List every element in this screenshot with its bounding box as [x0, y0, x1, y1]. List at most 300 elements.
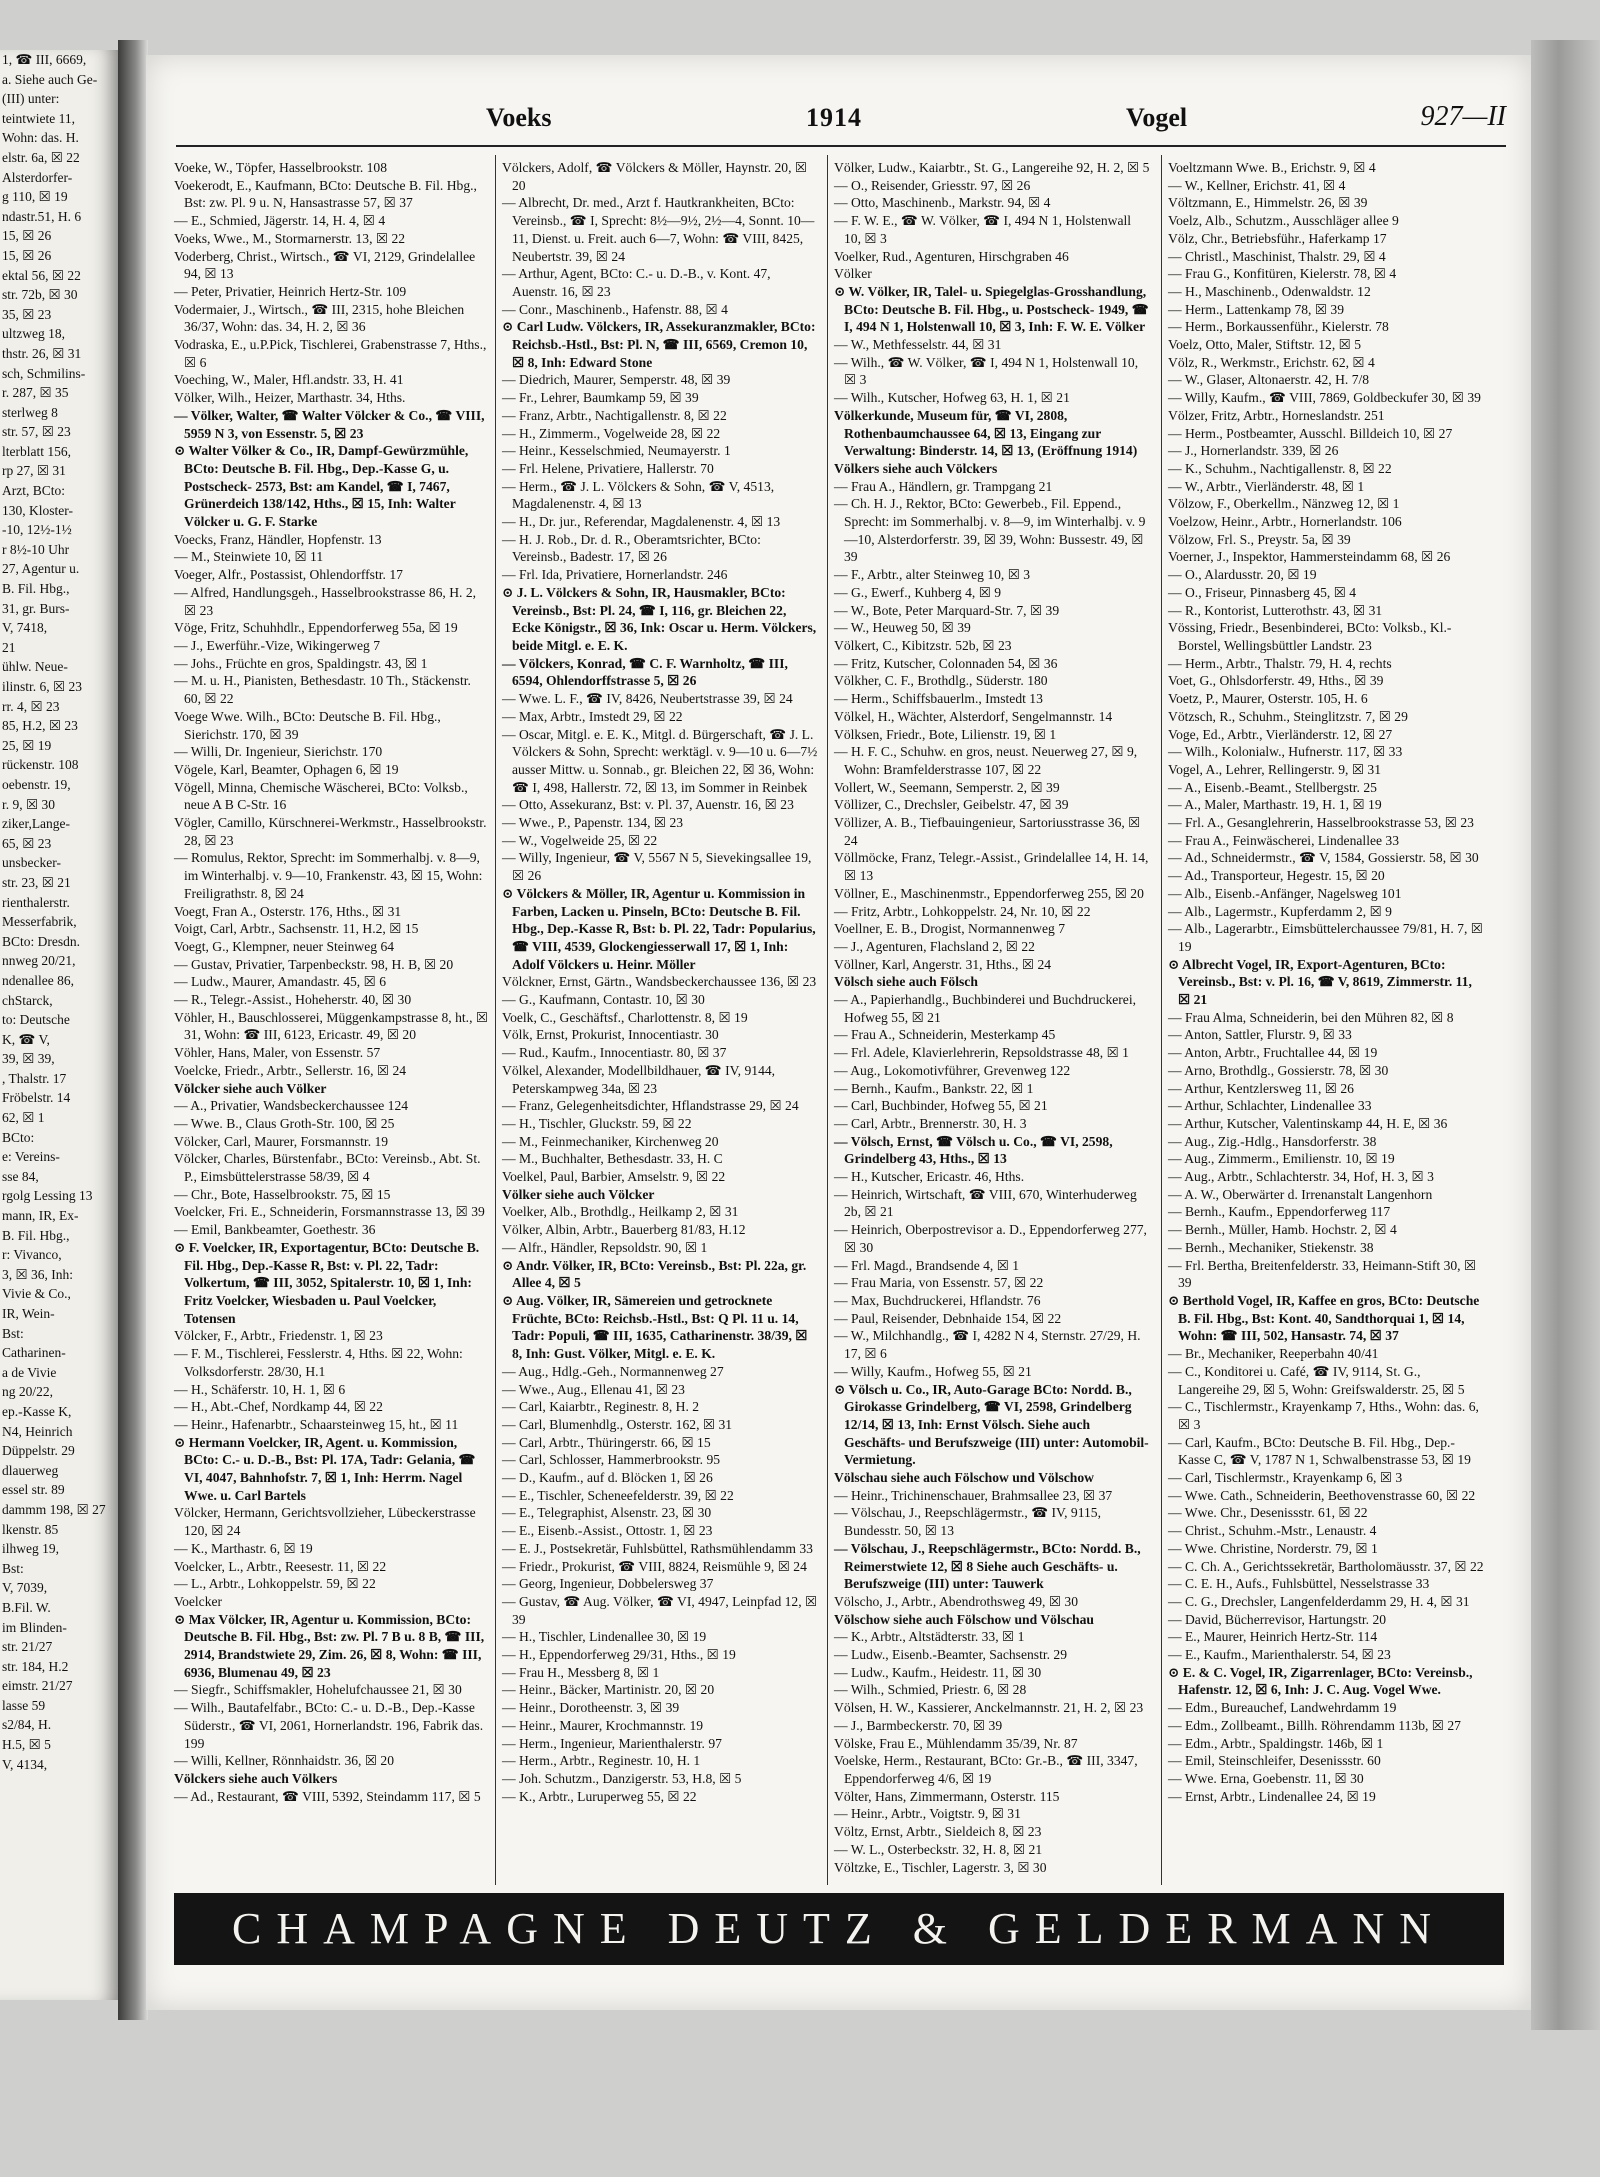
directory-entry: Völlizer, C., Drechsler, Geibelstr. 47, ☒ 39: [834, 797, 1069, 813]
facing-page-line: 3, ☒ 36, Inh:: [2, 1266, 73, 1282]
directory-entry: Vollert, W., Seemann, Semperstr. 2, ☒ 39: [834, 779, 1060, 795]
directory-entry: Völcker, F., Arbtr., Friedenstr. 1, ☒ 23: [174, 1328, 383, 1344]
facing-page-line: lkenstr. 85: [2, 1521, 59, 1537]
directory-entry: — Herm., Arbtr., Reginestr. 10, H. 1: [502, 1753, 701, 1769]
header-last-entry: Vogel: [1126, 103, 1188, 132]
directory-entry: — Willi, Kellner, Rönnhaidstr. 36, ☒ 20: [174, 1753, 395, 1769]
facing-page-line: ziker,Lange-: [2, 816, 71, 832]
directory-entry: — Aug., Lokomotivführer, Grevenweg 122: [834, 1062, 1071, 1078]
directory-entry: — Franz, Gelegenheitsdichter, Hflandstrasse 29, ☒ 24: [502, 1098, 799, 1114]
directory-entry: — Heinrich, Oberpostrevisor a. D., Eppendorferweg 277, ☒ 30: [834, 1222, 1151, 1255]
directory-entry: — G., Ewerf., Kuhberg 4, ☒ 9: [834, 584, 1002, 600]
directory-entry: — Heinr., Arbtr., Voigtstr. 9, ☒ 31: [834, 1806, 1021, 1822]
directory-entry: — Willy, Ingenieur, ☎ V, 5567 N 5, Sievekingsallee 19, ☒ 26: [502, 850, 815, 884]
directory-entry: — Alb., Lagerarbtr., Eimsbüttelerchaussee 79/81, H. 7, ☒ 19: [1168, 921, 1487, 954]
directory-entry: — Wwe. Cath., Schneiderin, Beethovenstrasse 60, ☒ 22: [1168, 1487, 1476, 1503]
directory-entry: — Max, Buchdruckerei, Hflandstr. 76: [834, 1293, 1041, 1308]
directory-entry: Völlmöcke, Franz, Telegr.-Assist., Grindelallee 14, H. 14, ☒ 13: [834, 850, 1152, 884]
facing-page-line: ühlw. Neue-: [2, 659, 68, 675]
directory-entry: Völtz, Ernst, Arbtr., Sieldeich 8, ☒ 23: [834, 1824, 1042, 1840]
facing-page-line: mann, IR, Ex-: [2, 1208, 79, 1224]
directory-entry: — Alb., Lagermstr., Kupferdamm 2, ☒ 9: [1168, 903, 1392, 919]
directory-entry: Völkher, C. F., Brothdlg., Süderstr. 180: [834, 673, 1048, 689]
facing-page-line: H.5, ☒ 5: [2, 1737, 51, 1753]
facing-page-line: V, 4134,: [2, 1756, 48, 1772]
directory-entry: — Christ., Schuhm.-Mstr., Lenaustr. 4: [1168, 1523, 1377, 1539]
directory-entry: Voellner, E. B., Drogist, Normannenweg 7: [834, 921, 1066, 937]
directory-entry: — Edm., Bureauchef, Landwehrdamm 19: [1168, 1700, 1397, 1716]
directory-entry: — Frl. Magd., Brandsende 4, ☒ 1: [834, 1257, 1020, 1273]
directory-entry: — Anton, Arbtr., Fruchtallee 44, ☒ 19: [1168, 1045, 1378, 1061]
directory-entry: — O., Friseur, Pinnasberg 45, ☒ 4: [1168, 584, 1357, 600]
directory-entry: — Wwe. B., Claus Groth-Str. 100, ☒ 25: [174, 1115, 395, 1131]
directory-entry: Voegt, G., Klempner, neuer Steinweg 64: [174, 938, 395, 954]
directory-entry: Voelcke, Friedr., Arbtr., Sellerstr. 16, ☒ 24: [174, 1062, 407, 1078]
directory-entry: — M., Buchhalter, Bethesdastr. 33, H. C: [502, 1151, 723, 1167]
directory-entry: — R., Telegr.-Assist., Hoheherstr. 40, ☒ 30: [174, 992, 412, 1008]
directory-entry: — Heinr., Kesselschmied, Neumayerstr. 1: [502, 443, 731, 459]
directory-entry: Völschow siehe auch Fölschow und Völschau: [834, 1611, 1094, 1627]
directory-entry: — Wilh., Bautafelfabr., BCto: C.- u. D.-B., Dep.-Kasse Süderstr., ☎ VI, 2061, Hornerlandstr. 196, Fabrik das. 199: [174, 1700, 487, 1751]
facing-page-line: Vivie & Co.,: [2, 1286, 71, 1302]
directory-entry: — Carl, Blumenhdlg., Osterstr. 162, ☒ 31: [502, 1416, 733, 1432]
facing-page-line: V, 7418,: [2, 620, 48, 636]
directory-entry: — H. F. C., Schuhw. en gros, neust. Neuerweg 27, ☒ 9, Wohn: Bramfelderstrasse 107, ☒ 22: [834, 744, 1141, 777]
directory-entry: — Willy, Kaufm., ☎ VIII, 7869, Goldbeckufer 30, ☒ 39: [1168, 390, 1481, 406]
directory-entry: — Frau G., Konfitüren, Kielerstr. 78, ☒ 4: [1168, 266, 1397, 282]
directory-entry: — Br., Mechaniker, Reeperbahn 40/41: [1168, 1346, 1379, 1362]
directory-entry: — Wilh., Kolonialw., Hufnerstr. 117, ☒ 33: [1168, 744, 1403, 760]
directory-entry: Völscho, J., Arbtr., Abendrothsweg 49, ☒ 30: [834, 1593, 1079, 1609]
directory-entry: — Frl. Helene, Privatiere, Hallerstr. 70: [502, 460, 714, 476]
facing-page-line: unsbecker-: [2, 855, 61, 871]
directory-entry: — Frl. Adele, Klavierlehrerin, Repsoldstrasse 48, ☒ 1: [834, 1045, 1129, 1061]
facing-page-line: str. 72b, ☒ 30: [2, 287, 78, 303]
facing-page-line: ektal 56, ☒ 22: [2, 267, 81, 283]
directory-entry: Vögler, Camillo, Kürschnerei-Werkmstr., Hasselbrookstr. 28, ☒ 23: [174, 815, 490, 848]
directory-entry: — Arthur, Kentzlersweg 11, ☒ 26: [1168, 1080, 1354, 1096]
directory-entry: — H., Abt.-Chef, Nordkamp 44, ☒ 22: [174, 1399, 383, 1415]
directory-entry: — Ch. H. J., Rektor, BCto: Gewerbeb., Fil. Eppend., Sprecht: im Sommerhalbj. v. 8—9, im Winterhalbj. v. 9—10, Alsterdorferstr. 39, ☒ 39, Wohn: Bussestr. 49, ☒ 39: [834, 496, 1147, 565]
facing-page-line: 130, Kloster-: [2, 502, 73, 518]
directory-entry: — W., Kellner, Erichstr. 41, ☒ 4: [1168, 177, 1346, 193]
directory-entry: Vögele, Karl, Beamter, Ophagen 6, ☒ 19: [174, 761, 399, 777]
directory-entry: — Rud., Kaufm., Innocentiastr. 80, ☒ 37: [502, 1045, 727, 1061]
directory-entry: — A., Papierhandlg., Buchbinderei und Buchdruckerei, Hofweg 55, ☒ 21: [834, 992, 1140, 1025]
directory-entry: — R., Kontorist, Lutterothstr. 43, ☒ 31: [1168, 602, 1383, 618]
directory-entry: — Oscar, Mitgl. e. E. K., Mitgl. d. Bürgerschaft, ☎ J. L. Völckers & Sohn, Sprecht: werktägl. v. 9—10 u. 6—7½ ausser Mittw. u. Sonnab., gr. Bleichen 22, ☒ 36, Wohn: ☎ I, 498, Hallerstr. 72, ☒ 13, im Sommer in Reinbek: [502, 726, 821, 795]
directory-column-2: [502, 159, 821, 1884]
directory-entry: — O., Alardusstr. 20, ☒ 19: [1168, 567, 1317, 583]
directory-entry: — Frau Alma, Schneiderin, bei den Mühren 82, ☒ 8: [1168, 1009, 1454, 1025]
facing-page-line: , Thalstr. 17: [2, 1070, 67, 1086]
directory-entry: — K., Schuhm., Nachtigallenstr. 8, ☒ 22: [1168, 460, 1392, 476]
directory-entry: — Wwe. Christine, Norderstr. 79, ☒ 1: [1168, 1540, 1378, 1556]
facing-page-line: dammm 198, ☒ 27: [2, 1501, 106, 1517]
directory-entry: — C., Konditorei u. Café, ☎ IV, 9114, St. G., Langereihe 29, ☒ 5, Wohn: Greifswalderstr. 25, ☒ 5: [1168, 1363, 1465, 1397]
directory-entry: — Frl. Ida, Privatiere, Hornerlandstr. 246: [502, 567, 728, 583]
directory-entry: Vogel, A., Lehrer, Rellingerstr. 9, ☒ 31: [1168, 761, 1381, 777]
directory-entry: — Frl. A., Gesanglehrerin, Hasselbrookstrasse 53, ☒ 23: [1168, 815, 1474, 831]
directory-entry: — Carl, Schlosser, Hammerbrookstr. 95: [502, 1452, 721, 1468]
directory-entry: — E., Eisenb.-Assist., Ottostr. 1, ☒ 23: [502, 1523, 713, 1539]
directory-entry: Völtzmann, E., Himmelstr. 26, ☒ 39: [1168, 195, 1368, 211]
directory-entry: — H., Zimmerm., Vogelweide 28, ☒ 22: [502, 425, 721, 441]
directory-entry: Völckers siehe auch Völkers: [174, 1770, 338, 1786]
directory-entry: Vögell, Minna, Chemische Wäscherei, BCto: Volksb., neue A B C-Str. 16: [174, 779, 472, 813]
directory-entry: Völk, Ernst, Prokurist, Innocentiastr. 30: [502, 1027, 719, 1043]
directory-entry: — Herm., Postbeamter, Ausschl. Billdeich 10, ☒ 27: [1168, 425, 1453, 441]
directory-entry: ⊙ Carl Ludw. Völckers, IR, Assekuranzmakler, BCto: Reichsb.-Hstl., Bst: Pl. N, ☎ III, 6569, Cremon 10, ☒ 8, Inh: Edward Stone: [502, 319, 819, 370]
directory-entry: — Herm., Arbtr., Thalstr. 79, H. 4, rechts: [1168, 655, 1392, 671]
directory-entry: — W., Methfesselstr. 44, ☒ 31: [834, 337, 1002, 353]
directory-entry: — Carl, Tischlermstr., Krayenkamp 6, ☒ 3: [1168, 1470, 1403, 1486]
directory-entry: Vodraska, E., u.P.Pick, Tischlerei, Grabenstrasse 7, Hths., ☒ 6: [174, 337, 490, 370]
directory-entry: Völker: [834, 266, 872, 282]
facing-page-line: N4, Heinrich: [2, 1423, 73, 1439]
directory-entry: — Heinr., Trichinenschauer, Brahmsallee 23, ☒ 37: [834, 1487, 1113, 1503]
directory-entry: Voeching, W., Maler, Hfl.andstr. 33, H. 41: [174, 372, 404, 388]
directory-entry: Völtzke, E., Tischler, Lagerstr. 3, ☒ 30: [834, 1859, 1047, 1875]
directory-entry: — Alfr., Händler, Repsoldstr. 90, ☒ 1: [502, 1239, 708, 1255]
facing-page-line: r 8½-10 Uhr: [2, 541, 70, 557]
facing-page-line: -10, 12½-1½: [2, 522, 72, 538]
directory-entry: — G., Kaufmann, Contastr. 10, ☒ 30: [502, 992, 705, 1008]
directory-entry: — Ludw., Eisenb.-Beamter, Sachsenstr. 29: [834, 1647, 1068, 1663]
facing-page-line: elstr. 6a, ☒ 22: [2, 149, 80, 165]
directory-entry: Voeger, Alfr., Postassist, Ohlendorffstr. 17: [174, 567, 403, 583]
facing-page-line: s2/84, H.: [2, 1717, 52, 1733]
directory-entry: — E. J., Postsekretär, Fuhlsbüttel, Rathsmühlendamm 33: [502, 1540, 813, 1556]
facing-page-line: r. 9, ☒ 30: [2, 796, 55, 812]
directory-entry: ⊙ Andr. Völker, IR, BCto: Vereinsb., Bst: Pl. 22a, gr. Allee 4, ☒ 5: [502, 1257, 809, 1291]
directory-entry: — E., Maurer, Heinrich Hertz-Str. 114: [1168, 1629, 1378, 1645]
directory-entry: — Frl. Bertha, Breitenfelderstr. 33, Heimann-Stift 30, ☒ 39: [1168, 1257, 1480, 1291]
facing-page-line: Düppelstr. 29: [2, 1443, 75, 1459]
facing-page-line: 85, H.2, ☒ 23: [2, 718, 78, 734]
directory-entry: — Willy, Kaufm., Hofweg 55, ☒ 21: [834, 1363, 1032, 1379]
directory-entry: — K., Marthastr. 6, ☒ 19: [174, 1540, 313, 1556]
directory-entry: Völsch siehe auch Fölsch: [834, 974, 978, 990]
directory-entry: Vöge, Fritz, Schuhhdlr., Eppendorferweg 55a, ☒ 19: [174, 620, 458, 636]
directory-entry: Voelker, Alb., Brothdlg., Heilkamp 2, ☒ 31: [502, 1204, 739, 1220]
facing-page-line: sch, Schmilins-: [2, 365, 86, 381]
directory-entry: Völlner, Karl, Angerstr. 31, Hths., ☒ 24: [834, 956, 1052, 972]
directory-entry: — H., Kutscher, Ericastr. 46, Hths.: [834, 1169, 1025, 1185]
directory-entry: — Ludw., Maurer, Amandastr. 45, ☒ 6: [174, 974, 386, 990]
directory-entry: — Gustav, Privatier, Tarpenbeckstr. 98, H. B, ☒ 20: [174, 956, 454, 972]
directory-entry: — Aug., Hdlg.-Geh., Normannenweg 27: [502, 1363, 724, 1379]
facing-page-line: B. Fil. Hbg.,: [2, 1227, 70, 1243]
directory-entry: — L., Arbtr., Lohkoppelstr. 59, ☒ 22: [174, 1576, 376, 1592]
directory-entry: — Völker, Walter, ☎ Walter Völcker & Co., ☎ VIII, 5959 N 3, von Essenstr. 5, ☒ 23: [174, 407, 488, 441]
directory-entry: — Diedrich, Maurer, Semperstr. 48, ☒ 39: [502, 372, 731, 388]
facing-page-line: 25, ☒ 19: [2, 737, 52, 753]
directory-entry: Voecks, Franz, Händler, Hopfenstr. 13: [174, 531, 382, 547]
directory-entry: Voelz, Otto, Maler, Stiftstr. 12, ☒ 5: [1168, 337, 1362, 353]
directory-entry: Voelcker: [174, 1593, 223, 1609]
directory-entry: Völker, Wilh., Heizer, Marthastr. 34, Hths.: [174, 390, 406, 406]
directory-entry: — E., Schmied, Jägerstr. 14, H. 4, ☒ 4: [174, 213, 386, 229]
directory-entry: Völsen, H. W., Kassierer, Anckelmannstr. 21, H. 2, ☒ 23: [834, 1700, 1144, 1716]
directory-entry: — Fr., Lehrer, Baumkamp 59, ☒ 39: [502, 390, 699, 406]
directory-entry: — Paul, Reisender, Debnhaide 154, ☒ 22: [834, 1310, 1062, 1326]
directory-entry: — W., Vogelweide 25, ☒ 22: [502, 832, 658, 848]
directory-entry: — F. W. E., ☎ W. Völker, ☎ I, 494 N 1, Holstenwall 10, ☒ 3: [834, 213, 1135, 246]
header-year: 1914: [806, 103, 862, 132]
directory-entry: — J., Agenturen, Flachsland 2, ☒ 22: [834, 938, 1035, 954]
directory-entry: — Albrecht, Dr. med., Arzt f. Hautkrankheiten, BCto: Vereinsb., ☎ I, Sprecht: 8½—9½, 2½—4, Sonnt. 10—11, Dienst. u. Freit. auch 6—7, Wohn: ☎ VIII, 8425, Neubertstr. 39, ☒ 24: [502, 195, 815, 264]
directory-entry: Voelzow, Heinr., Arbtr., Hornerlandstr. 106: [1168, 514, 1402, 530]
facing-page-line: rienthalerstr.: [2, 894, 70, 910]
directory-entry: Voege Wwe. Wilh., BCto: Deutsche B. Fil. Hbg., Sierichstr. 170, ☒ 39: [174, 708, 445, 742]
directory-entry: — Carl, Arbtr., Brennerstr. 30, H. 3: [834, 1115, 1027, 1131]
facing-page-line: 65, ☒ 23: [2, 835, 52, 851]
directory-column-3: [834, 159, 1153, 1884]
facing-page-line: 1, ☎ III, 6669,: [2, 52, 87, 67]
directory-entry: Völzow, Frl. S., Preystr. 5a, ☒ 39: [1168, 531, 1351, 547]
facing-page-line: Catharinen-: [2, 1345, 66, 1361]
directory-entry: — Ernst, Arbtr., Lindenallee 24, ☒ 19: [1168, 1788, 1376, 1804]
directory-entry: Voelz, Alb., Schutzm., Ausschläger allee 9: [1168, 213, 1399, 229]
directory-entry: — Frau A., Feinwäscherei, Lindenallee 33: [1168, 832, 1400, 848]
facing-page-line: teintwiete 11,: [2, 110, 75, 126]
directory-entry: — Arthur, Kutscher, Valentinskamp 44, H. E, ☒ 36: [1168, 1115, 1448, 1131]
facing-page-line: Wohn: das. H.: [2, 130, 79, 146]
facing-page-line: (III) unter:: [2, 91, 60, 107]
directory-entry: — M., Feinmechaniker, Kirchenweg 20: [502, 1133, 719, 1149]
directory-entry: — Romulus, Rektor, Sprecht: im Sommerhalbj. v. 8—9, im Winterhalbj. v. 9—10, Frankenstr. 43, ☒ 15, Wohn: Freiligrathstr. 8, ☒ 24: [174, 850, 486, 901]
directory-entry: ⊙ Berthold Vogel, IR, Kaffee en gros, BCto: Deutsche B. Fil. Hbg., Bst: Kont. 40, Sandthorquai 1, ☒ 14, Wohn: ☎ III, 502, Hansastr. 74, ☒ 37: [1168, 1293, 1483, 1344]
directory-entry: — Frau A., Händlern, gr. Trampgang 21: [834, 478, 1053, 494]
facing-page-line: Messerfabrik,: [2, 914, 77, 930]
directory-entry: — Fritz, Kutscher, Colonnaden 54, ☒ 36: [834, 655, 1058, 671]
directory-entry: Völschau siehe auch Fölschow und Völschow: [834, 1470, 1094, 1486]
directory-entry: ⊙ Albrecht Vogel, IR, Export-Agenturen, BCto: Vereinsb., Bst: v. Pl. 16, ☎ V, 8619, Zimmerstr. 11, ☒ 21: [1168, 956, 1476, 1008]
directory-entry: — Bernh., Müller, Hamb. Hochstr. 2, ☒ 4: [1168, 1222, 1397, 1238]
directory-entry: — David, Bücherrevisor, Hartungstr. 20: [1168, 1611, 1387, 1627]
directory-entry: — K., Arbtr., Luruperweg 55, ☒ 22: [502, 1788, 697, 1804]
column-divider: [827, 155, 828, 1885]
directory-entry: — Otto, Assekuranz, Bst: v. Pl. 37, Auenstr. 16, ☒ 23: [502, 797, 794, 813]
facing-page-line: nnweg 20/21,: [2, 953, 76, 969]
directory-entry: Völzow, F., Oberkellm., Nänzweg 12, ☒ 1: [1168, 496, 1400, 512]
directory-entry: Voetz, P., Maurer, Osterstr. 105, H. 6: [1168, 691, 1368, 707]
directory-entry: — Völschau, J., Reepschlägermstr., ☎ IV, 9115, Bundesstr. 50, ☒ 13: [834, 1505, 1105, 1539]
directory-entry: — Johs., Früchte en gros, Spaldingstr. 43, ☒ 1: [174, 655, 428, 671]
directory-entry: Völkers siehe auch Völckers: [834, 460, 998, 476]
facing-page-line: r: Vivanco,: [2, 1247, 62, 1263]
facing-page-line: r. 287, ☒ 35: [2, 385, 69, 401]
directory-entry: — Willi, Dr. Ingenieur, Sierichstr. 170: [174, 744, 383, 760]
directory-entry: — C. E. H., Aufs., Fuhlsbüttel, Nesselstrasse 33: [1168, 1576, 1430, 1592]
directory-entry: — Alb., Eisenb.-Anfänger, Nagelsweg 101: [1168, 885, 1402, 901]
directory-entry: — M. u. H., Pianisten, Bethesdastr. 10 Th., Stäckenstr. 60, ☒ 22: [174, 673, 475, 707]
directory-entry: — Peter, Privatier, Heinrich Hertz-Str. 109: [174, 283, 407, 299]
facing-page-line: e: Vereins-: [2, 1149, 60, 1165]
directory-entry: Völcker, Hermann, Gerichtsvollzieher, Lübeckerstrasse 120, ☒ 24: [174, 1505, 480, 1539]
header-first-entry: Voeks: [486, 103, 552, 132]
directory-entry: Völker, Albin, Arbtr., Bauerberg 81/83, H.12: [502, 1222, 746, 1238]
page-edge: [1531, 40, 1600, 2030]
directory-entry: — J., Ewerführ.-Vize, Wikingerweg 7: [174, 637, 381, 653]
facing-page-line: im Blinden-: [2, 1619, 67, 1635]
directory-entry: — Arthur, Agent, BCto: C.- u. D.-B., v. Kont. 47, Auenstr. 16, ☒ 23: [502, 266, 774, 299]
directory-entry: Vöhler, Hans, Maler, von Essenstr. 57: [174, 1045, 381, 1061]
directory-entry: Völker, Ludw., Kaiarbtr., St. G., Langereihe 92, H. 2, ☒ 5: [834, 160, 1150, 175]
directory-entry: Voelske, Herm., Restaurant, BCto: Gr.-B., ☎ III, 3347, Eppendorferweg 4/6, ☒ 19: [834, 1753, 1142, 1786]
directory-entry: Völcker siehe auch Völker: [174, 1080, 327, 1096]
directory-entry: — H., Maschinenb., Odenwaldstr. 12: [1168, 283, 1371, 299]
directory-entry: — F. M., Tischlerei, Fesslerstr. 4, Hths. ☒ 22, Wohn: Volksdorferstr. 28/30, H.1: [174, 1346, 466, 1379]
directory-entry: — H., Tischler, Lindenallee 30, ☒ 19: [502, 1629, 707, 1645]
directory-entry: ⊙ E. & C. Vogel, IR, Zigarrenlager, BCto: Vereinsb., Hafenstr. 12, ☒ 6, Inh: J. C. Aug. Vogel Wwe.: [1168, 1664, 1476, 1698]
directory-page: [146, 55, 1531, 2010]
directory-entry: Völkerkunde, Museum für, ☎ VI, 2808, Rothenbaumchaussee 64, ☒ 13, Eingang zur Verwaltung: Binderstr. 14, ☒ 13, (Eröffnung 1914): [834, 407, 1138, 459]
facing-page-line: sterlweg 8: [2, 404, 58, 420]
facing-page-line: 62, ☒ 1: [2, 1110, 45, 1126]
directory-entry: Völckner, Ernst, Gärtn., Wandsbeckerchaussee 136, ☒ 23: [502, 974, 817, 990]
directory-entry: — O., Reisender, Griesstr. 97, ☒ 26: [834, 177, 1031, 193]
directory-entry: ⊙ Völsch u. Co., IR, Auto-Garage BCto: Nordd. B., Girokasse Grindelberg, ☎ VI, 2598, Grindelberg 12/14, ☒ 13, Inh: Ernst Völsch. Siehe auch Geschäfts- und Berufszweige (III) unter: Automobil-Vermietung.: [834, 1381, 1149, 1468]
directory-entry: — W., Milchhandlg., ☎ I, 4282 N 4, Sternstr. 27/29, H. 17, ☒ 6: [834, 1328, 1144, 1362]
directory-entry: ⊙ W. Völker, IR, Talel- u. Spiegelglas-Grosshandlung, BCto: Deutsche B. Fil. Hbg., u. Postscheck- 1949, ☎ I, 494 N 1, Holstenwall 10, ☒ 3, Inh: F. W. E. Völker: [834, 283, 1153, 335]
column-divider: [1161, 155, 1162, 1885]
directory-entry: — C., Tischlermstr., Krayenkamp 7, Hths., Wohn: das. 6, ☒ 3: [1168, 1399, 1483, 1432]
directory-entry: — Wwe., Aug., Ellenau 41, ☒ 23: [502, 1381, 685, 1397]
facing-page-line: ep.-Kasse K,: [2, 1403, 72, 1419]
directory-entry: — Georg, Ingenieur, Dobbelersweg 37: [502, 1576, 714, 1592]
directory-entry: ⊙ Aug. Völker, IR, Sämereien und getrocknete Früchte, BCto: Reichsb.-Hstl., Bst: Q Pl. 11 u. 14, Tadr: Populi, ☎ III, 1635, Catharinenstr. 38/39, ☒ 8, Inh: Gust. Völker, Mitgl. e. E. K.: [502, 1293, 811, 1362]
facing-page-line: a de Vivie: [2, 1364, 57, 1380]
directory-entry: Voelker, Rud., Agenturen, Hirschgraben 46: [834, 248, 1069, 264]
directory-entry: — Aug., Arbtr., Schlachterstr. 34, Hof, H. 3, ☒ 3: [1168, 1169, 1434, 1185]
directory-entry: — Arno, Brothdlg., Gossierstr. 78, ☒ 30: [1168, 1062, 1389, 1078]
directory-entry: Voegt, Fran A., Osterstr. 176, Hths., ☒ 31: [174, 903, 402, 919]
facing-page-line: B.Fil. W.: [2, 1599, 51, 1615]
directory-entry: Voderberg, Christ., Wirtsch., ☎ VI, 2129, Grindelallee 94, ☒ 13: [174, 248, 479, 282]
page-number: 927—II: [1420, 101, 1506, 132]
directory-entry: Voeltzmann Wwe. B., Erichstr. 9, ☒ 4: [1168, 160, 1376, 175]
facing-page-line: str. 23, ☒ 21: [2, 874, 71, 890]
directory-entry: — Fritz, Arbtr., Lohkoppelstr. 24, Nr. 10, ☒ 22: [834, 903, 1091, 919]
directory-entry: — Joh. Schutzm., Danzigerstr. 53, H.8, ☒ 5: [502, 1770, 742, 1786]
directory-entry: — Frau A., Schneiderin, Mesterkamp 45: [834, 1027, 1056, 1043]
directory-entry: — Bernh., Kaufm., Eppendorferweg 117: [1168, 1204, 1391, 1220]
directory-entry: Voelkel, Paul, Barbier, Amselstr. 9, ☒ 22: [502, 1169, 726, 1185]
directory-entry: — A., Maler, Marthastr. 19, H. 1, ☒ 19: [1168, 797, 1382, 813]
directory-entry: — W. L., Osterbeckstr. 32, H. 8, ☒ 21: [834, 1841, 1043, 1857]
directory-entry: — Wilh., ☎ W. Völker, ☎ I, 494 N 1, Holstenwall 10, ☒ 3: [834, 354, 1142, 388]
directory-entry: — Carl, Kaiarbtr., Reginestr. 8, H. 2: [502, 1399, 700, 1415]
directory-entry: Völlizer, A. B., Tiefbauingenieur, Sartoriusstrasse 36, ☒ 24: [834, 815, 1144, 848]
facing-page-line: g 110, ☒ 19: [2, 189, 68, 205]
facing-page-line: 15, ☒ 26: [2, 228, 52, 244]
directory-entry: — Aug., Zig.-Hdlg., Hansdorferstr. 38: [1168, 1133, 1377, 1149]
directory-entry: — Bernh., Mechaniker, Stiekenstr. 38: [1168, 1239, 1374, 1255]
directory-entry: — Völschau, J., Reepschlägermstr., BCto: Nordd. B., Reimerstwiete 12, ☒ 8 Siehe auch Geschäfts- u. Berufszweige (III) unter: Tauwerk: [834, 1540, 1145, 1592]
directory-entry: — H., Schäferstr. 10, H. 1, ☒ 6: [174, 1381, 346, 1397]
directory-entry: — Heinr., Dorotheenstr. 3, ☒ 39: [502, 1700, 680, 1716]
directory-entry: Völske, Frau E., Mühlendamm 35/39, Nr. 87: [834, 1735, 1078, 1751]
facing-page-line: rückenstr. 108: [2, 757, 79, 773]
directory-entry: Völz, R., Werkmstr., Erichstr. 62, ☒ 4: [1168, 354, 1375, 370]
directory-entry: Völz, Chr., Betriebsführ., Haferkamp 17: [1168, 230, 1387, 246]
facing-page-line: Bst:: [2, 1325, 24, 1341]
directory-entry: Völcker, Carl, Maurer, Forsmannstr. 19: [174, 1133, 389, 1149]
directory-entry: — Ad., Restaurant, ☎ VIII, 5392, Steindamm 117, ☒ 5: [174, 1788, 481, 1804]
directory-entry: — Alfred, Handlungsgeh., Hasselbrookstrasse 86, H. 2, ☒ 23: [174, 584, 480, 618]
directory-entry: — Wwe., P., Papenstr. 134, ☒ 23: [502, 815, 684, 831]
directory-entry: — E., Kaufm., Marienthalerstr. 54, ☒ 23: [1168, 1647, 1391, 1663]
facing-page-line: rgolg Lessing 13: [2, 1188, 93, 1204]
directory-entry: ⊙ Hermann Voelcker, IR, Agent. u. Kommission, BCto: C.- u. D.-B., Bst: Pl. 17A, Tadr: Gelania, ☎ VI, 4047, Bahnhofstr. 7, ☒ 1, Inh: Herrm. Nagel Wwe. u. Carl Bartels: [174, 1434, 479, 1503]
directory-entry: — Carl, Arbtr., Thüringerstr. 66, ☒ 15: [502, 1434, 711, 1450]
directory-entry: — Herm., Lattenkamp 78, ☒ 39: [1168, 301, 1345, 317]
directory-entry: — Franz, Arbtr., Nachtigallenstr. 8, ☒ 22: [502, 407, 727, 423]
directory-entry: — Herm., ☎ J. L. Völckers & Sohn, ☎ V, 4513, Magdalenenstr. 4, ☒ 13: [502, 478, 778, 512]
directory-entry: — Conr., Maschinenb., Hafenstr. 88, ☒ 4: [502, 301, 728, 317]
directory-entry: — Ad., Schneidermstr., ☎ V, 1584, Gossierstr. 58, ☒ 30: [1168, 850, 1479, 866]
directory-entry: Völkert, C., Kibitzstr. 52b, ☒ 23: [834, 637, 1012, 653]
directory-entry: — W., Heuweg 50, ☒ 39: [834, 620, 971, 636]
directory-entry: — Heinrich, Wirtschaft, ☎ VIII, 670, Winterhuderweg 2b, ☒ 21: [834, 1186, 1141, 1220]
facing-page-line: lasse 59: [2, 1697, 46, 1713]
directory-entry: — Wilh., Schmied, Priestr. 6, ☒ 28: [834, 1682, 1027, 1698]
facing-page-line: to: Deutsche: [2, 1012, 70, 1028]
directory-column-1: [174, 159, 490, 1884]
directory-entry: — A., Eisenb.-Beamt., Stellbergstr. 25: [1168, 779, 1377, 795]
directory-entry: — Wwe. L. F., ☎ IV, 8426, Neubertstrasse 39, ☒ 24: [502, 691, 793, 707]
directory-entry: Völckers, Adolf, ☎ Völckers & Möller, Haynstr. 20, ☒ 20: [502, 160, 811, 193]
directory-entry: — Frau H., Messberg 8, ☒ 1: [502, 1664, 660, 1680]
facing-page-line: Bst:: [2, 1560, 24, 1576]
running-header: [176, 103, 1506, 143]
header-rule: [176, 145, 1506, 147]
directory-entry: — W., Arbtr., Vierländerstr. 48, ☒ 1: [1168, 478, 1365, 494]
directory-entry: Voerner, J., Inspektor, Hammersteindamm 68, ☒ 26: [1168, 549, 1451, 565]
directory-entry: — Gustav, ☎ Aug. Völker, ☎ VI, 4947, Leinpfad 12, ☒ 39: [502, 1593, 821, 1627]
directory-entry: Völter, Hans, Zimmermann, Osterstr. 115: [834, 1788, 1060, 1804]
directory-entry: Voelk, C., Geschäftsf., Charlottenstr. 8, ☒ 19: [502, 1009, 748, 1025]
directory-entry: — H. J. Rob., Dr. d. R., Oberamtsrichter, BCto: Vereinsb., Badestr. 17, ☒ 26: [502, 531, 765, 565]
directory-entry: ⊙ Walter Völker & Co., IR, Dampf-Gewürzmühle, BCto: Deutsche B. Fil. Hbg., Dep.-Kasse G, u. Postscheck- 2573, Bst: am Kandel, ☎ I, 7467, Grünerdeich 138/142, Hths., ☒ 15, Inh: Walter Völcker u. G. F. Starke: [174, 443, 472, 530]
directory-entry: — J., Barmbeckerstr. 70, ☒ 39: [834, 1717, 1003, 1733]
facing-page-line: ilinstr. 6, ☒ 23: [2, 679, 82, 694]
directory-entry: Völlner, E., Maschinenmstr., Eppendorferweg 255, ☒ 20: [834, 885, 1144, 901]
directory-entry: Voet, G., Ohlsdorferstr. 49, Hths., ☒ 39: [1168, 673, 1384, 689]
directory-entry: — Wwe. Chr., Desenissstr. 61, ☒ 22: [1168, 1505, 1368, 1521]
directory-entry: Voelcker, L., Arbtr., Reesestr. 11, ☒ 22: [174, 1558, 387, 1574]
facing-page-line: lterblatt 156,: [2, 443, 71, 459]
facing-page-line: Fröbelstr. 14: [2, 1090, 71, 1106]
directory-entry: — Otto, Maschinenb., Markstr. 94, ☒ 4: [834, 195, 1051, 211]
facing-page-fragment: [0, 50, 121, 2000]
facing-page-line: essel str. 89: [2, 1482, 65, 1498]
facing-page-line: V, 7039,: [2, 1580, 48, 1596]
directory-entry: — Friedr., Prokurist, ☎ VIII, 8824, Reismühle 9, ☒ 24: [502, 1558, 807, 1574]
directory-entry: — C. G., Drechsler, Langenfelderdamm 29, H. 4, ☒ 31: [1168, 1593, 1470, 1609]
directory-entry: — K., Arbtr., Altstädterstr. 33, ☒ 1: [834, 1629, 1025, 1645]
directory-entry: — E., Tischler, Scheneefelderstr. 39, ☒ 22: [502, 1487, 734, 1503]
directory-entry: — Heinr., Maurer, Krochmannstr. 19: [502, 1717, 704, 1733]
facing-page-line: ndastr.51, H. 6: [2, 208, 82, 224]
directory-entry: ⊙ J. L. Völckers & Sohn, IR, Hausmakler, BCto: Vereinsb., Bst: Pl. 24, ☎ I, 116, gr. Bleichen 22, Ecke Königstr., ☒ 36, Ink: Oscar u. Herm. Völckers, beide Mitgl. e. E. K.: [502, 584, 820, 653]
advertisement-banner: CHAMPAGNE DEUTZ & GELDERMANN: [174, 1893, 1504, 1965]
directory-entry: — Siegfr., Schiffsmakler, Hohelufchaussee 21, ☒ 30: [174, 1682, 462, 1698]
directory-entry: Völzer, Fritz, Arbtr., Horneslandstr. 251: [1168, 407, 1385, 423]
directory-entry: — Völckers, Konrad, ☎ C. F. Warnholtz, ☎ III, 6594, Ohlendorffstrasse 5, ☒ 26: [502, 655, 792, 689]
